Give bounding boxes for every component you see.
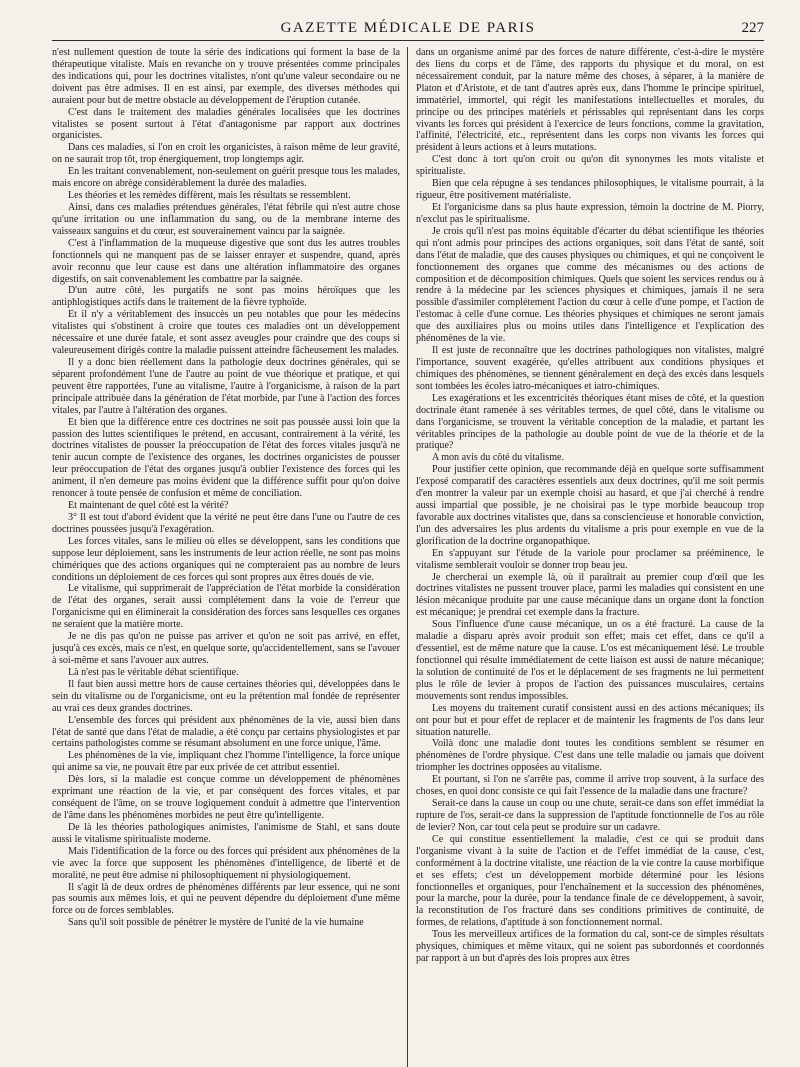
- paragraph: 3° Il est tout d'abord évident que la vérité ne peut être dans l'une ou l'autre de ces doctrines poussées jusqu'à l'exagération.: [52, 511, 400, 535]
- page-number: 227: [741, 20, 764, 36]
- paragraph: Voilà donc une maladie dont toutes les conditions semblent se résumer en phénomènes de l'ordre physique. C'est dans une telle maladie ou jamais que doivent triompher les doctrines opposées au vitalisme.: [416, 738, 764, 774]
- paragraph: Et pourtant, si l'on ne s'arrête pas, comme il arrive trop souvent, à la surface des choses, en quoi donc consiste ce qui fait l'essence de la maladie dans une fracture?: [416, 774, 764, 798]
- paragraph: Mais l'identification de la force ou des forces qui président aux phénomènes de la vie avec la force que supposent les phénomènes d'intelligence, de liberté et de moralité, ne peut être admise ni philosophiquement ni physiologiquement.: [52, 845, 400, 881]
- paragraph: Sans qu'il soit possible de pénétrer le mystère de l'unité de la vie humaine: [68, 917, 364, 929]
- paragraph: n'est nullement question de toute la série des indications qui forment la base de la thérapeutique vitaliste. Mais en revanche on y trouve présentées comme principales des indications qui, pour les doctrines vitalistes, n'ont qu'une valeur secondaire ou ne doivent pas être admises. Il en est ainsi, par exemple, des diverses méthodes qui auraient pour but de mettre obstacle au développement de l'éruption cutanée.: [52, 47, 400, 106]
- paragraph: Dès lors, si la maladie est conçue comme un développement de phénomènes exprimant une réaction de la vie, et par conséquent des forces vitales, et par conséquent de l'âme, on se trouve logiquement conduit à admettre que l'intervention de l'âme dans les phénomènes morbides ne peut être qu'intelligente.: [52, 774, 400, 821]
- column-divider: [407, 47, 408, 1067]
- paragraph: Bien que cela répugne à ses tendances philosophiques, le vitalisme pourrait, à la rigueur, être positivement matérialiste.: [416, 178, 764, 202]
- paragraph: Je crois qu'il n'est pas moins équitable d'écarter du débat scientifique les théories qui n'ont admis pour principes des actions organiques, soit dans l'état de santé, soit dans l'état de maladie, que des causes physiques ou chimiques, et qui ne conçoivent le fonctionnement des organes que comme des mécanismes ou des actions de composition et de décomposition chimiques. Quels que soient les services rendus ou à rendre à la médecine par les sciences physiques et chimiques, jamais il ne sera possible d'assimiler complétement l'action du cœur à celle d'une pompe, et l'action de l'estomac à celle d'une cornue. Les théories physiques et chimiques ne seront jamais que des auxiliaires plus ou moins utiles dans l'intelligence et l'explication des phénomènes de la vie.: [416, 225, 764, 345]
- paragraph: De là les théories pathologiques animistes, l'animisme de Stahl, et sans doute aussi le vitalisme spiritualiste moderne.: [52, 821, 400, 845]
- paragraph: Tous les merveilleux artifices de la formation du cal, sont-ce de simples résultats physiques, chimiques et même vitaux, qui ne soient pas subordonnés et coordonnés par rapport à un but d'après des lois propres aux êtres: [416, 929, 764, 965]
- paragraph: Je ne dis pas qu'on ne puisse pas arriver et qu'on ne soit pas arrivé, en effet, jusqu'à ces excès, mais ce n'est, en quelque sorte, qu'accidentellement, sans se l'avouer à soi-même et sans l'avouer aux autres.: [52, 631, 400, 667]
- paragraph: Il faut bien aussi mettre hors de cause certaines théories qui, développées dans le sein du vitalisme ou de l'organicisme, ont eu la prétention mal fondée de représenter au vrai ces deux grandes doctrines.: [52, 678, 400, 714]
- text-columns: [52, 47, 764, 965]
- paragraph: Il s'agit là de deux ordres de phénomènes différents par leur essence, qui ne sont pas soumis aux mêmes lois, et qui ne peuvent dépendre du déploiement d'une même force ou de forces semblables.: [52, 881, 400, 917]
- paragraph: D'un autre côté, les purgatifs ne sont pas moins héroïques que les antiphlogistiques actifs dans le traitement de la fièvre typhoïde.: [52, 285, 400, 309]
- paragraph: Là n'est pas le véritable débat scientifique.: [68, 666, 239, 678]
- paragraph: L'ensemble des forces qui président aux phénomènes de la vie, aussi bien dans l'état de santé que dans l'état de maladie, a été conçu par certains physiologistes et par certains pathologistes comme se résumant absolument en une force unique, l'âme.: [52, 714, 400, 750]
- paragraph: En s'appuyant sur l'étude de la variole pour proclamer sa prééminence, le vitalisme semblerait vouloir se donner trop beau jeu.: [416, 547, 764, 571]
- paragraph: Ce qui constitue essentiellement la maladie, c'est ce qui se produit dans l'organisme vivant à la suite de l'action et de l'effet immédiat de la cause, c'est, conformément à la doctrine vitaliste, une réaction de la vie contre la cause morbifique et ses effets; c'est un développement morbide déterminé pour les lésions fonctionnelles et organiques, pour l'enchaînement et la succession des phénomènes, pour la marche, pour la durée, pour la tendance finale de ce développement, à savoir, la reconstitution de l'os fracturé dans ses conditions primitives de continuité, de formes, de relations, d'aptitude à son fonctionnement normal.: [416, 833, 764, 929]
- paragraph: Le vitalisme, qui supprimerait de l'appréciation de l'état morbide la considération de l'état des organes, serait aussi complétement dans la voie de l'erreur que l'organicisme qui en éliminerait la considération des forces sans lesquelles ces organes ne seraient que la matière morte.: [52, 583, 400, 631]
- paragraph: Je chercherai un exemple là, où il paraîtrait au premier coup d'œil que les doctrines vitalistes ne pussent trouver place, parmi les maladies qui consistent en une lésion mécanique produite par une cause mécanique dans un organe dont la fonction est mécanique; je prendrai cet exemple dans la fracture.: [416, 571, 764, 619]
- paragraph: Pour justifier cette opinion, que recommande déjà en quelque sorte suffisamment l'exposé comparatif des caractères essentiels aux deux doctrines, qu'il me soit permis d'en montrer la valeur par un exemple choisi au hasard, et que j'ai cherché à rendre aussi impartial que possible, je ne choisirai pas le type morbide beaucoup trop favorable aux doctrines vitalistes que, dans sa consciencieuse et honorable conviction, l'un des adversaires les plus ardents du vitalisme a pris pour exemple en vue de la glorification de la doctrine organopathique.: [416, 464, 764, 547]
- paragraph: Il est juste de reconnaître que les doctrines pathologiques non vitalistes, malgré l'importance, souvent exagérée, qu'elles attribuent aux conditions physiques et chimiques des phénomènes, se tiennent généralement en deçà des excès dans lesquels sont tombées les écoles iatro-mécaniques et iatro-chimiques.: [416, 345, 764, 392]
- paragraph: C'est donc à tort qu'on croit ou qu'on dit synonymes les mots vitaliste et spiritualiste.: [416, 154, 764, 178]
- paragraph: Les phénomènes de la vie, impliquant chez l'homme l'intelligence, la force unique qui anime sa vie, ne pouvait être par eux privée de cet attribut essentiel.: [52, 750, 400, 774]
- paragraph: Ainsi, dans ces maladies prétendues générales, l'état fébrile qui n'est autre chose qu'une irritation ou une inflammation du sang, ou de la membrane interne des vaisseaux sanguins et du cœur, est souverainement vaincu par la saignée.: [52, 201, 400, 237]
- paragraph: dans un organisme animé par des forces de nature différente, c'est-à-dire le mystère des liens du corps et de l'âme, des rapports du physique et du moral, on est nécessairement conduit, par la nature même des choses, à séparer, à la manière de Platon et d'Aristote, et de tant d'autres après eux, dans l'homme le principe spirituel, immatériel, immortel, qui régit les manifestations intellectuelles et morales, du principe ou des principes matériels et périssables qui représentant dans les corps vivants les forces qui président à l'exercice de leurs fonctions, comme la gravitation, l'affinité, l'électricité, etc., représentent dans les corps non vivants les forces qui président à leurs actions et à leurs mutations.: [416, 47, 764, 154]
- paragraph: Les forces vitales, sans le milieu où elles se développent, sans les conditions que suppose leur déploiement, sans les instruments de leur action réelle, ne sont pas moins chimériques que des actions organiques qui ne compteraient pas au nombre de leurs conditions un déploiement de ces forces qui sont propres aux êtres doués de vie.: [52, 535, 400, 583]
- journal-title: GAZETTE MÉDICALE DE PARIS: [280, 20, 536, 36]
- paragraph: Et il n'y a véritablement des insuccès un peu notables que pour les médecins vitalistes qui s'obstinent à croire que toutes ces maladies ont un développement nécessaire et une durée fatale, et sont assez aveugles pour craindre que des coups si valeureusement dirigés contre la maladie puissent atteindre fâcheusement les malades.: [52, 309, 400, 357]
- paragraph: Les exagérations et les excentricités théoriques étant mises de côté, et la question doctrinale étant ramenée à ses véritables termes, de quel côté, dans le vitalisme ou dans l'organicisme, se trouvent la véritable conception de la maladie, et partant les véritables principes de la pathologie au double point de vue de la théorie et de la pratique?: [416, 392, 764, 452]
- left-column: [52, 47, 400, 965]
- paragraph: Sous l'influence d'une cause mécanique, un os a été fracturé. La cause de la maladie a disparu après avoir produit son effet; mais cet effet, dans ce qu'il a d'essentiel, est de même nature que la cause. L'os est mécaniquement lésé. Le trouble fonctionnel qui résulte immédiatement de cette liaison est aussi de nature mécanique; la solution de continuité de l'os et le déplacement de ses fragments ne lui permettent plus le rôle de levier à propos de l'action des puissances musculaires, certains mouvements sont rendus impossibles.: [416, 619, 764, 702]
- page-header: [52, 18, 764, 41]
- paragraph: Les moyens du traitement curatif consistent aussi en des actions mécaniques; ils ont pour but et pour effet de replacer et de maintenir les fragments de l'os dans leur situation naturelle.: [416, 702, 764, 738]
- paragraph: Dans ces maladies, si l'on en croit les organicistes, à raison même de leur gravité, on ne saurait trop tôt, trop énergiquement, trop longtemps agir.: [52, 142, 400, 166]
- paragraph: Les théories et les remèdes diffèrent, mais les résultats se ressemblent.: [68, 190, 351, 202]
- paragraph: C'est dans le traitement des maladies générales localisées que les doctrines vitalistes se posent surtout à l'état d'antagonisme par rapport aux doctrines organicistes.: [52, 106, 400, 142]
- right-column: [416, 47, 764, 965]
- paragraph: C'est à l'inflammation de la muqueuse digestive que sont dus les autres troubles fonctionnels qui ne manquent pas de se laisser enrayer et suspendre, quand, après avoir reconnu que leur cause est dans une altération inflammatoire des organes digestifs, on sait convenablement les combattre par la saignée.: [52, 237, 400, 285]
- paragraph: Et l'organicisme dans sa plus haute expression, témoin la doctrine de M. Piorry, n'exclut pas le spiritualisme.: [416, 201, 764, 225]
- paragraph: Et bien que la différence entre ces doctrines ne soit pas poussée aussi loin que la passion des luttes scientifiques le prétend, en accusant, contrairement à la vérité, les doctrines vitalistes de pousser la préoccupation de l'état des forces vitales jusqu'à ne tenir aucun compte de l'existence des organes, les doctrines organicistes de pousser leur préoccupation de l'état des organes jusqu'à oublier l'existence des forces qui les animent, il n'en demeure pas moins évident que la différence suffit pour qu'on doive renoncer à toute pensée de confusion et même de conciliation.: [52, 416, 400, 500]
- paragraph: Serait-ce dans la cause un coup ou une chute, serait-ce dans son effet immédiat la rupture de l'os, serait-ce dans la suppression de l'aptitude fonctionnelle de l'os au rôle de levier? Non, car tout cela peut se produire sur un cadavre.: [416, 798, 764, 833]
- paragraph: A mon avis du côté du vitalisme.: [432, 452, 564, 464]
- paragraph: Il y a donc bien réellement dans la pathologie deux doctrines générales, qui se séparent profondément l'une de l'autre au point de vue théorique et pratique, et qui peuvent être rapportées, l'une au vitalisme, l'autre à l'organicisme, à raison de la part principale attribuée dans la génération de l'état morbide, par l'une à l'action des forces vitales, par l'autre à l'altération des organes.: [52, 356, 400, 416]
- paragraph: En les traitant convenablement, non-seulement on guérit presque tous les malades, mais encore on abrège considérablement la durée des maladies.: [52, 166, 400, 190]
- paragraph: Et maintenant de quel côté est la vérité?: [68, 500, 229, 512]
